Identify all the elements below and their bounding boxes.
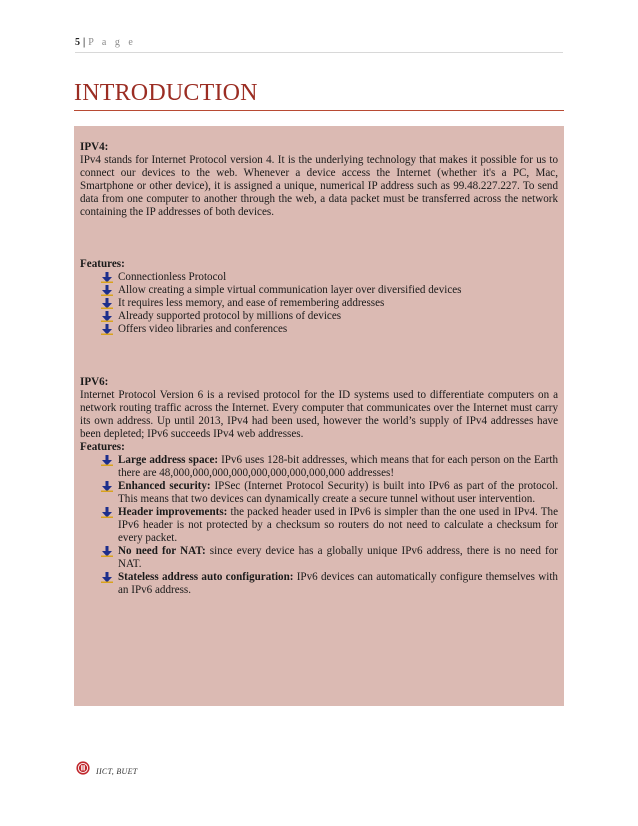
ipv6-features-heading: Features: <box>80 441 125 453</box>
down-arrow-bullet-icon <box>101 507 113 518</box>
page-separator: | <box>83 37 86 48</box>
spacer <box>80 336 558 376</box>
list-item <box>101 323 558 336</box>
content-box <box>74 126 564 706</box>
university-seal-icon <box>76 761 90 775</box>
ipv6-description: Internet Protocol Version 6 is a revised protocol for the ID systems used to differentiate computers on a network routing traffic across the Internet. Every computer that communicates over the Internet must carry its own address. Up until 2013, IPv4 had been used, however the world’s supply of IPv4 addresses have been depleted; IPv6 succeeds IPv4 web addresses. <box>80 389 558 440</box>
down-arrow-bullet-icon <box>101 272 113 283</box>
list-item <box>101 480 558 506</box>
footer-institution: IICT, BUET <box>96 767 138 776</box>
ipv4-heading: IPV4: <box>80 141 109 153</box>
down-arrow-bullet-icon <box>101 455 113 466</box>
list-item <box>101 454 558 480</box>
down-arrow-bullet-icon <box>101 298 113 309</box>
list-item <box>101 297 558 310</box>
feature-text: IPSec (Internet Protocol Security) is built into IPv6 as part of the protocol. This means that two devices can dynamically create a secure tunnel without user intervention. <box>118 480 558 505</box>
feature-text: the packed header used in IPv6 is simpler than the one used in IPv4. The IPv6 header is not protected by a checksum so routers do not need to calculate a checksum for every packet. <box>118 506 559 544</box>
list-item <box>101 271 558 284</box>
down-arrow-bullet-icon <box>101 324 113 335</box>
feature-term: Header improvements: <box>118 506 228 518</box>
feature-text: It requires less memory, and ease of remembering addresses <box>118 297 385 309</box>
feature-text: Offers video libraries and conferences <box>118 323 288 335</box>
feature-text: IPv6 devices can automatically configure themselves with an IPv6 address. <box>118 571 558 596</box>
feature-text: Connectionless Protocol <box>118 271 227 283</box>
ipv6-feature-list <box>80 454 558 597</box>
list-item <box>101 545 558 571</box>
down-arrow-bullet-icon <box>101 481 113 492</box>
feature-term: No need for NAT: <box>118 545 206 557</box>
down-arrow-bullet-icon <box>101 285 113 296</box>
feature-term: Stateless address auto configuration: <box>118 571 294 583</box>
feature-text: since every device has a globally unique IPv6 address, there is no need for NAT. <box>118 545 558 570</box>
page-label: P a g e <box>88 37 136 48</box>
down-arrow-bullet-icon <box>101 546 113 557</box>
page-number: 5 <box>75 37 80 48</box>
list-item <box>101 284 558 297</box>
list-item <box>101 310 558 323</box>
page-header <box>75 37 563 53</box>
feature-text: Allow creating a simple virtual communication layer over diversified devices <box>118 284 462 296</box>
feature-term: Large address space: <box>118 454 219 466</box>
down-arrow-bullet-icon <box>101 572 113 583</box>
down-arrow-bullet-icon <box>101 311 113 322</box>
feature-term: Enhanced security: <box>118 480 211 492</box>
spacer <box>80 219 558 258</box>
ipv4-description: IPv4 stands for Internet Protocol version 4. It is the underlying technology that makes it possible for us to connect our devices to the web. Whenever a device access the Internet (whether it's a PC, Mac, Smartphone or other device), it is assigned a unique, numerical IP address such as 99.48.227.227. To send data from one computer to another through the web, a data packet must be transferred across the network containing the IP addresses of both devices. <box>80 154 558 218</box>
title-underline <box>74 110 564 111</box>
list-item <box>101 506 558 545</box>
feature-text: IPv6 uses 128-bit addresses, which means that for each person on the Earth there are 48,000,000,000,000,000,000,000,000,000 addresses! <box>118 454 558 479</box>
ipv6-heading: IPV6: <box>80 376 109 388</box>
list-item <box>101 571 558 597</box>
page-footer <box>76 759 138 776</box>
ipv4-features-heading: Features: <box>80 258 125 270</box>
feature-text: Already supported protocol by millions of devices <box>118 310 342 322</box>
ipv4-feature-list <box>80 271 558 336</box>
section-title: INTRODUCTION <box>74 80 258 106</box>
